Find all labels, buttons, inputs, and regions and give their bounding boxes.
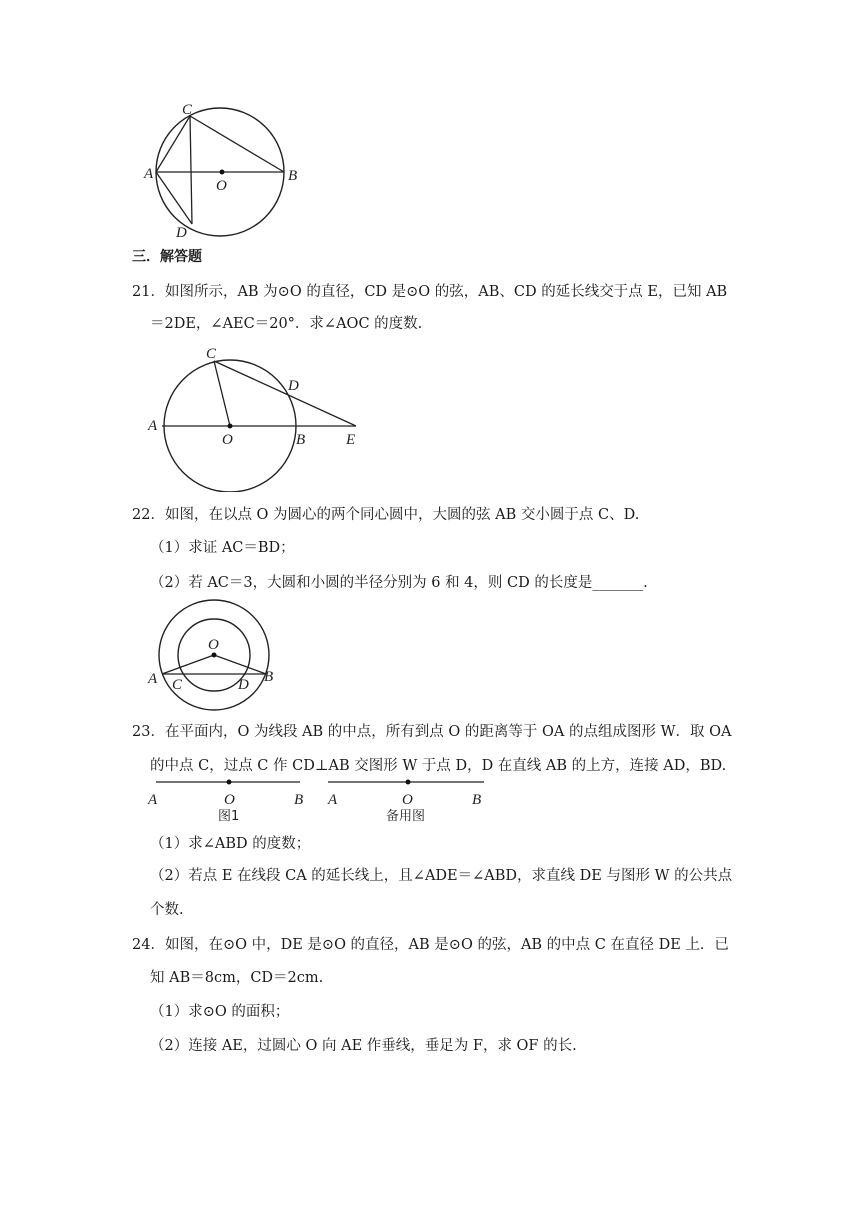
q24-text-2: 知 AB＝8cm，CD＝2cm. xyxy=(150,970,324,986)
label-o: O xyxy=(208,637,219,653)
label-e: E xyxy=(346,432,356,448)
q23-text-2: 的中点 C，过点 C 作 CD⊥AB 交图形 W 于点 D，D 在直线 AB 的上方，连接 AD，BD. xyxy=(150,758,727,774)
q23-text-3: （1）求∠ABD 的度数； xyxy=(150,836,311,852)
label-a: A xyxy=(148,418,158,434)
line-ce xyxy=(214,361,356,426)
segment-oc xyxy=(214,361,230,426)
q24-text-1: 24．如图，在⊙O 中，DE 是⊙O 的直径，AB 是⊙O 的弦，AB 的中点 C 在直径 DE 上．已 xyxy=(132,937,729,953)
label-o: O xyxy=(222,432,233,448)
center-dot xyxy=(228,424,233,429)
label-a: A xyxy=(144,166,154,182)
q24-text-4: （2）连接 AE，过圆心 O 向 AE 作垂线，垂足为 F，求 OF 的长. xyxy=(150,1038,577,1054)
caption-backup: 备用图 xyxy=(386,809,426,824)
label-b: B xyxy=(264,669,274,685)
q22-text-2: （1）求证 AC＝BD； xyxy=(150,540,295,556)
q22-text-1: 22．如图，在以点 O 为圆心的两个同心圆中，大圆的弦 AB 交小圆于点 C、D. xyxy=(132,507,640,523)
label-d: D xyxy=(288,378,299,394)
label-b: B xyxy=(472,792,482,808)
figure-q23-1 xyxy=(144,776,304,824)
label-a: A xyxy=(148,671,158,687)
q24-text-3: （1）求⊙O 的面积； xyxy=(150,1004,290,1020)
label-b: B xyxy=(288,168,298,184)
label-o: O xyxy=(402,792,413,808)
label-b: B xyxy=(294,792,304,808)
label-o: O xyxy=(224,792,235,808)
q22-text-3: （2）若 AC＝3，大圆和小圆的半径分别为 6 和 4，则 CD 的长度是_______. xyxy=(150,575,648,591)
label-b: B xyxy=(296,432,306,448)
q23-text-1: 23．在平面内，O 为线段 AB 的中点，所有到点 O 的距离等于 OA 的点组成图形 W．取 OA xyxy=(132,724,732,740)
q21-text-2: ＝2DE，∠AEC＝20°．求∠AOC 的度数. xyxy=(150,316,423,332)
caption-fig1: 图1 xyxy=(218,809,240,824)
section-heading: 三．解答题 xyxy=(132,249,202,265)
label-a: A xyxy=(148,792,158,808)
label-a: A xyxy=(328,792,338,808)
label-c: C xyxy=(206,346,217,362)
center-dot xyxy=(220,170,225,175)
q21-text-1: 21．如图所示，AB 为⊙O 的直径，CD 是⊙O 的弦，AB、CD 的延长线交于点 E，已知 AB xyxy=(132,284,728,300)
label-d: D xyxy=(238,677,249,693)
figure-q20 xyxy=(140,100,310,242)
q23-text-4: （2）若点 E 在线段 CA 的延长线上，且∠ADE＝∠ABD，求直线 DE 与图形 W 的公共点 xyxy=(150,868,733,884)
label-o: O xyxy=(216,178,227,194)
label-c: C xyxy=(172,677,183,693)
figure-q21 xyxy=(140,342,370,492)
label-d: D xyxy=(176,225,187,241)
center-dot xyxy=(212,653,217,658)
label-c: C xyxy=(182,102,193,118)
figure-q23-backup xyxy=(322,776,488,824)
figure-q22 xyxy=(144,597,284,715)
q23-text-5: 个数. xyxy=(150,902,184,918)
